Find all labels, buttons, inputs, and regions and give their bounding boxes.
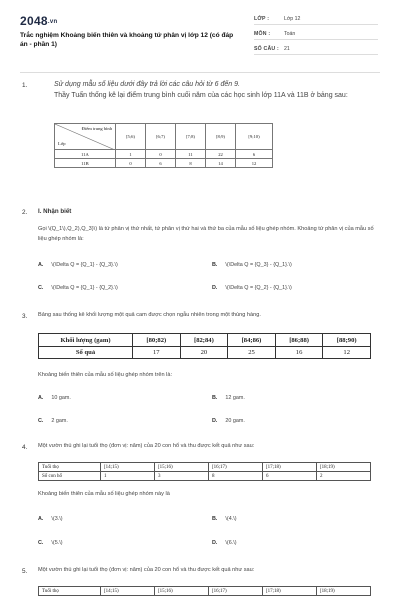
table-cell: 6 [236, 150, 273, 159]
table-header-cell: [8;9) [206, 124, 236, 150]
question-number: 2. [22, 209, 28, 216]
option-letter: D. [212, 285, 218, 291]
table-header-cell: Tuổi thọ [39, 463, 101, 472]
option-text: 10 gam. [51, 395, 71, 401]
option-letter: A. [38, 262, 44, 268]
option-letter: D. [212, 418, 218, 424]
table-row [39, 347, 371, 359]
table-header-cell: [17;18) [263, 587, 317, 596]
meta-divider [254, 54, 378, 55]
table-header-cell: [84;86) [228, 334, 276, 347]
option-d[interactable] [212, 285, 292, 291]
table-cell: 12 [236, 159, 273, 168]
option-text: \(\Delta Q = {Q_3} - {Q_1}.\) [225, 262, 292, 268]
table-cell: 11 [176, 150, 206, 159]
table-cell: 0 [116, 159, 146, 168]
option-letter: D. [212, 540, 218, 546]
table-header-cell: [17;18) [263, 463, 317, 472]
meta-value: Toán [284, 31, 296, 37]
table-cell: 0 [146, 150, 176, 159]
orange-weight-table [38, 333, 371, 359]
table-header-cell: [82;84) [180, 334, 228, 347]
table-header-cell: [15;16) [155, 587, 209, 596]
question-4-prompt: Khoảng biến thiên của mẫu số liệu ghép nhóm này là [38, 491, 170, 497]
option-letter: A. [38, 516, 44, 522]
option-letter: A. [38, 395, 44, 401]
table-cell: 6 [263, 472, 317, 481]
meta-value: 21 [284, 46, 290, 52]
option-b[interactable] [212, 262, 292, 268]
meta-value: Lớp 12 [284, 16, 301, 22]
table-cell: 20 [180, 347, 228, 359]
table-cell: 25 [228, 347, 276, 359]
table-header-cell: [80;82) [133, 334, 181, 347]
question-body: Thầy Tuấn thống kê lại điểm trung bình cuối năm của các học sinh lớp 11A và 11B ở bảng sau: [54, 91, 348, 99]
table-cell: 1 [101, 472, 155, 481]
option-text: 12 gam. [225, 395, 245, 401]
table-header-cell: [18;19) [317, 463, 371, 472]
question-1-text [54, 80, 374, 101]
option-text: \(\Delta Q = {Q_1} - {Q_2}.\) [51, 285, 118, 291]
option-b[interactable] [212, 516, 237, 522]
corner-bottom-label: Lớp [58, 141, 66, 146]
question-number: 3. [22, 313, 28, 320]
corner-top-label: Điểm trung bình [81, 126, 112, 131]
question-intro: Sử dụng mẫu số liệu dưới đây trả lời các câu hỏi từ 6 đến 9. [54, 81, 240, 88]
table-row [39, 587, 371, 596]
table-row [55, 150, 273, 159]
option-a[interactable] [38, 516, 63, 522]
option-text: \(\Delta Q = {Q_2} - {Q_1}.\) [225, 285, 292, 291]
table-header-cell: [18;19) [317, 587, 371, 596]
site-logo[interactable] [20, 14, 57, 28]
meta-divider [254, 24, 378, 25]
option-c[interactable] [38, 540, 63, 546]
option-letter: B. [212, 262, 218, 268]
table-header-cell: [6;7) [146, 124, 176, 150]
table-corner-cell [55, 124, 116, 150]
meta-key: SỐ CÂU : [254, 46, 279, 52]
table-header-cell: [14;15) [101, 587, 155, 596]
row-label: 11A [55, 150, 116, 159]
score-table [54, 123, 273, 168]
table-header-cell: [86;88) [275, 334, 323, 347]
table-cell: 2 [317, 472, 371, 481]
table-header-cell: [5;6) [116, 124, 146, 150]
option-text: \(5.\) [51, 540, 63, 546]
option-c[interactable] [38, 418, 68, 424]
option-text: \(\Delta Q = {Q_1} - {Q_3}.\) [51, 262, 118, 268]
table-header-cell: [7;8) [176, 124, 206, 150]
question-3-text: Bảng sau thống kê khối lượng một quả cam được chọn ngẫu nhiên trong một thùng hàng. [38, 312, 261, 318]
table-header-cell: [16;17) [209, 587, 263, 596]
meta-divider [254, 39, 378, 40]
table-cell: 22 [206, 150, 236, 159]
header-divider [20, 72, 380, 73]
table-cell: 12 [323, 347, 371, 359]
table-cell: 8 [176, 159, 206, 168]
option-b[interactable] [212, 395, 245, 401]
question-2-text: Gọi \(Q_1\),Q_2),Q_3)\) là tứ phân vị thứ nhất, tứ phân vị thứ hai và thứ ba của mẫu số liệu ghép nhóm. Khoảng tứ phân vị của mẫu số liệu ghép nhóm là: [38, 226, 374, 242]
option-letter: C. [38, 285, 44, 291]
question-5-text: Một vườn thú ghi lại tuổi thọ (đơn vị: năm) của 20 con hổ và thu được kết quả như sau: [38, 567, 255, 573]
table-cell: 8 [209, 472, 263, 481]
table-cell: 1 [116, 150, 146, 159]
option-letter: C. [38, 540, 44, 546]
option-text: \(4.\) [225, 516, 237, 522]
table-cell: 6 [146, 159, 176, 168]
question-number: 1. [22, 82, 28, 89]
logo-suffix: .vn [47, 18, 58, 25]
row-label: Số quả [39, 347, 133, 359]
question-number: 5. [22, 568, 28, 575]
option-text: 2 gam. [51, 418, 68, 424]
table-row [55, 159, 273, 168]
table-row [39, 472, 371, 481]
table-cell: 14 [206, 159, 236, 168]
table-header-cell: [15;16) [155, 463, 209, 472]
table-cell: 17 [133, 347, 181, 359]
table-header-cell: [14;15) [101, 463, 155, 472]
option-letter: B. [212, 516, 218, 522]
page-title: Trắc nghiệm Khoảng biến thiên và khoảng tứ phân vị lớp 12 (có đáp án - phần 1) [20, 32, 234, 48]
logo-text: 2048 [20, 14, 48, 28]
table-row [39, 334, 371, 347]
table-cell: 3 [155, 472, 209, 481]
section-heading: I. Nhận biết [38, 208, 72, 215]
question-4-text: Một vườn thú ghi lại tuổi thọ (đơn vị: năm) của 20 con hổ và thu được kết quả như sau: [38, 443, 255, 449]
option-text: 20 gam. [225, 418, 245, 424]
option-text: \(3.\) [51, 516, 63, 522]
table-header-cell: [9;10) [236, 124, 273, 150]
option-d[interactable] [212, 540, 237, 546]
option-c[interactable] [38, 285, 118, 291]
question-3-prompt: Khoảng biến thiên của mẫu số liệu ghép nhóm trên là: [38, 372, 173, 378]
option-letter: C. [38, 418, 44, 424]
question-number: 4. [22, 444, 28, 451]
table-cell: 16 [275, 347, 323, 359]
option-letter: B. [212, 395, 218, 401]
option-a[interactable] [38, 395, 71, 401]
tiger-lifespan-table [38, 462, 371, 481]
meta-key: MÔN : [254, 31, 271, 37]
table-header-cell: Khối lượng (gam) [39, 334, 133, 347]
table-header-cell: Tuổi thọ [39, 587, 101, 596]
option-text: \(6.\) [225, 540, 237, 546]
row-label: 11B [55, 159, 116, 168]
option-a[interactable] [38, 262, 118, 268]
page-header [0, 0, 400, 62]
option-d[interactable] [212, 418, 245, 424]
table-header-cell: [16;17) [209, 463, 263, 472]
meta-key: LỚP : [254, 16, 270, 22]
tiger-lifespan-table-2 [38, 586, 371, 596]
row-label: Số con hổ [39, 472, 101, 481]
table-header-cell: [88;90) [323, 334, 371, 347]
table-row [39, 463, 371, 472]
